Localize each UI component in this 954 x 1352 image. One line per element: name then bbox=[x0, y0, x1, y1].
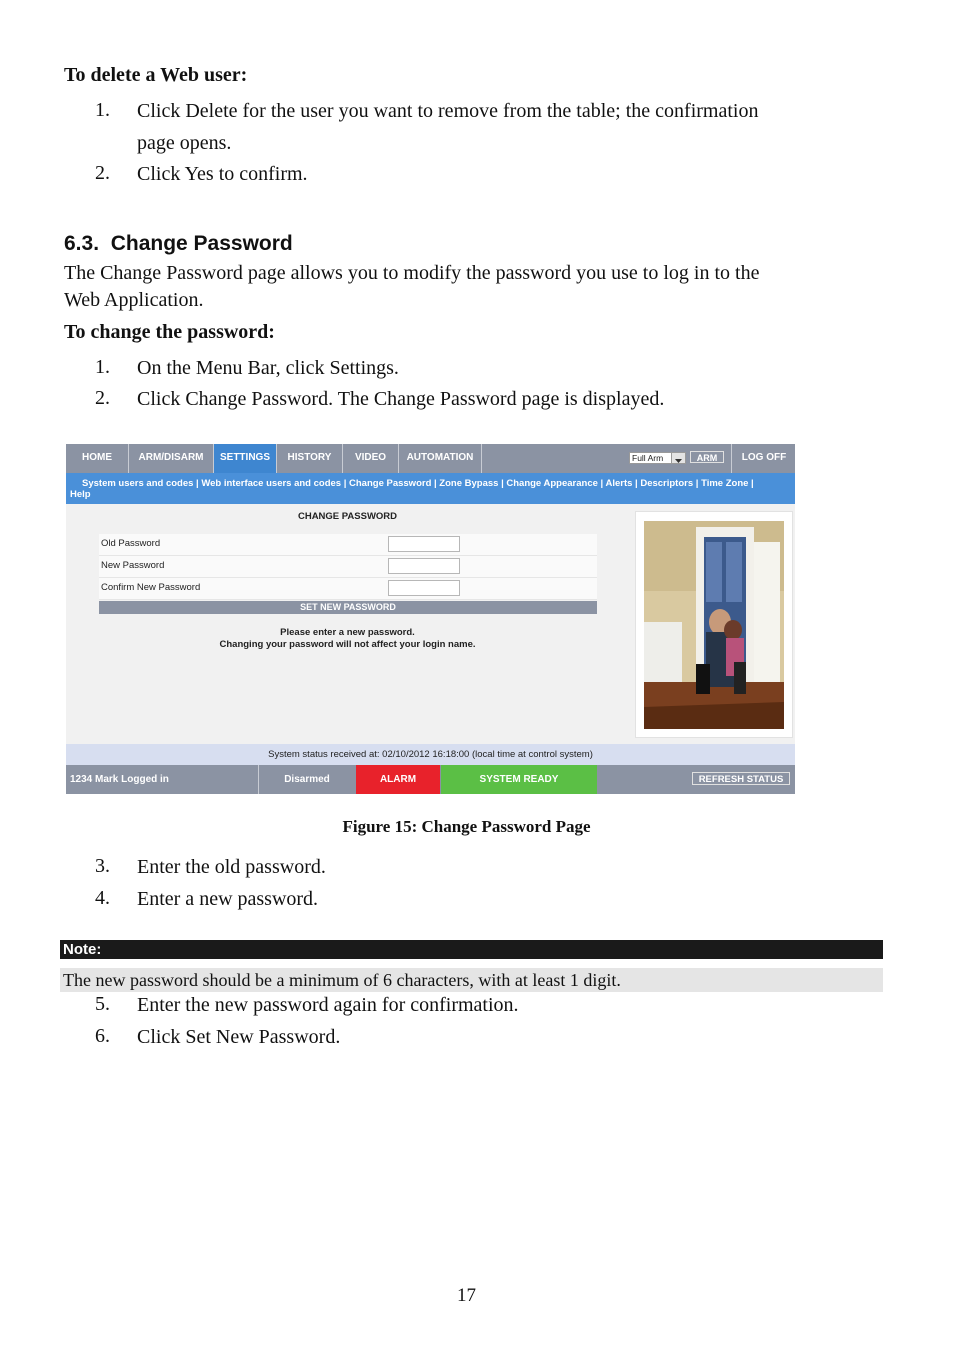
divider bbox=[731, 444, 732, 473]
new-password-label: New Password bbox=[101, 560, 165, 571]
section-title: Change Password bbox=[110, 232, 293, 255]
nav-automation[interactable]: AUTOMATION bbox=[399, 444, 482, 473]
submenu-links[interactable]: System users and codes | Web interface users and codes | Change Password | Zone Bypass | Change Appearance | Alerts | Descriptors | Time Zone | bbox=[82, 478, 754, 489]
system-ready-indicator: SYSTEM READY bbox=[441, 765, 597, 794]
step-text-cont: page opens. bbox=[137, 132, 232, 154]
note-label: Note: bbox=[63, 941, 102, 958]
logoff-button[interactable]: LOG OFF bbox=[741, 452, 787, 463]
new-password-input[interactable] bbox=[388, 558, 460, 574]
confirm-password-input[interactable] bbox=[388, 580, 460, 596]
logged-in-user: 1234 Mark Logged in bbox=[70, 774, 169, 785]
step-text: On the Menu Bar, click Settings. bbox=[137, 357, 399, 379]
procedure-heading: To change the password: bbox=[64, 321, 275, 343]
form-row-new-password bbox=[99, 556, 597, 578]
step-text: Enter the new password again for confirmation. bbox=[137, 994, 519, 1016]
home-photo-image bbox=[636, 512, 792, 737]
step-text: Click Set New Password. bbox=[137, 1026, 341, 1048]
home-photo bbox=[635, 511, 793, 738]
page-number: 17 bbox=[457, 1285, 476, 1306]
step-text: Click Delete for the user you want to remove from the table; the confirmation bbox=[137, 100, 759, 122]
form-message-line1: Please enter a new password. bbox=[280, 627, 415, 638]
intro-paragraph-cont: Web Application. bbox=[64, 289, 204, 311]
change-password-panel bbox=[66, 504, 636, 744]
step-text: Click Change Password. The Change Password page is displayed. bbox=[137, 388, 665, 410]
step-text: Enter the old password. bbox=[137, 856, 326, 878]
nav-settings[interactable]: SETTINGS bbox=[214, 444, 277, 473]
nav-history[interactable]: HISTORY bbox=[277, 444, 343, 473]
set-new-password-button[interactable]: SET NEW PASSWORD bbox=[99, 601, 597, 614]
step-number: 1. bbox=[95, 99, 110, 121]
intro-paragraph: The Change Password page allows you to modify the password you use to log in to the bbox=[64, 262, 760, 284]
form-row-old-password bbox=[99, 534, 597, 556]
delete-heading: To delete a Web user: bbox=[64, 64, 248, 86]
status-bar bbox=[66, 765, 795, 794]
section-number: 6.3. bbox=[64, 232, 100, 255]
settings-submenu bbox=[66, 473, 795, 504]
step-number: 3. bbox=[95, 855, 110, 877]
system-status-line: System status received at: 02/10/2012 16:18:00 (local time at control system) bbox=[66, 744, 795, 765]
step-text: Click Yes to confirm. bbox=[137, 163, 308, 185]
alarm-indicator: ALARM bbox=[356, 765, 440, 794]
note-text: The new password should be a minimum of 6 characters, with at least 1 digit. bbox=[63, 970, 621, 990]
old-password-input[interactable] bbox=[388, 536, 460, 552]
change-password-screenshot bbox=[66, 444, 795, 794]
form-title: CHANGE PASSWORD bbox=[297, 511, 398, 522]
form-message-line2: Changing your password will not affect your login name. bbox=[219, 639, 476, 650]
nav-video[interactable]: VIDEO bbox=[343, 444, 399, 473]
step-text: Enter a new password. bbox=[137, 888, 319, 910]
note-header bbox=[60, 940, 883, 959]
form-row-confirm-password bbox=[99, 578, 597, 600]
step-number: 2. bbox=[95, 162, 110, 184]
chevron-down-icon bbox=[671, 453, 685, 463]
step-number: 2. bbox=[95, 387, 110, 409]
step-number: 4. bbox=[95, 887, 110, 909]
step-number: 5. bbox=[95, 993, 110, 1015]
nav-arm-disarm[interactable]: ARM/DISARM bbox=[129, 444, 214, 473]
submenu-help[interactable]: Help bbox=[70, 489, 91, 500]
step-number: 6. bbox=[95, 1025, 110, 1047]
confirm-password-label: Confirm New Password bbox=[101, 582, 201, 593]
arm-state: Disarmed bbox=[284, 774, 330, 785]
nav-home[interactable]: HOME bbox=[66, 444, 129, 473]
old-password-label: Old Password bbox=[101, 538, 161, 549]
arm-button[interactable]: ARM bbox=[690, 451, 724, 463]
refresh-status-button[interactable]: REFRESH STATUS bbox=[692, 772, 790, 785]
menu-bar bbox=[66, 444, 795, 473]
step-number: 1. bbox=[95, 356, 110, 378]
figure-caption: Figure 15: Change Password Page bbox=[342, 817, 591, 836]
note-body bbox=[60, 968, 883, 992]
arm-mode-select[interactable] bbox=[629, 452, 686, 464]
arm-mode-value: Full Arm bbox=[632, 453, 664, 463]
section-heading bbox=[64, 232, 293, 256]
